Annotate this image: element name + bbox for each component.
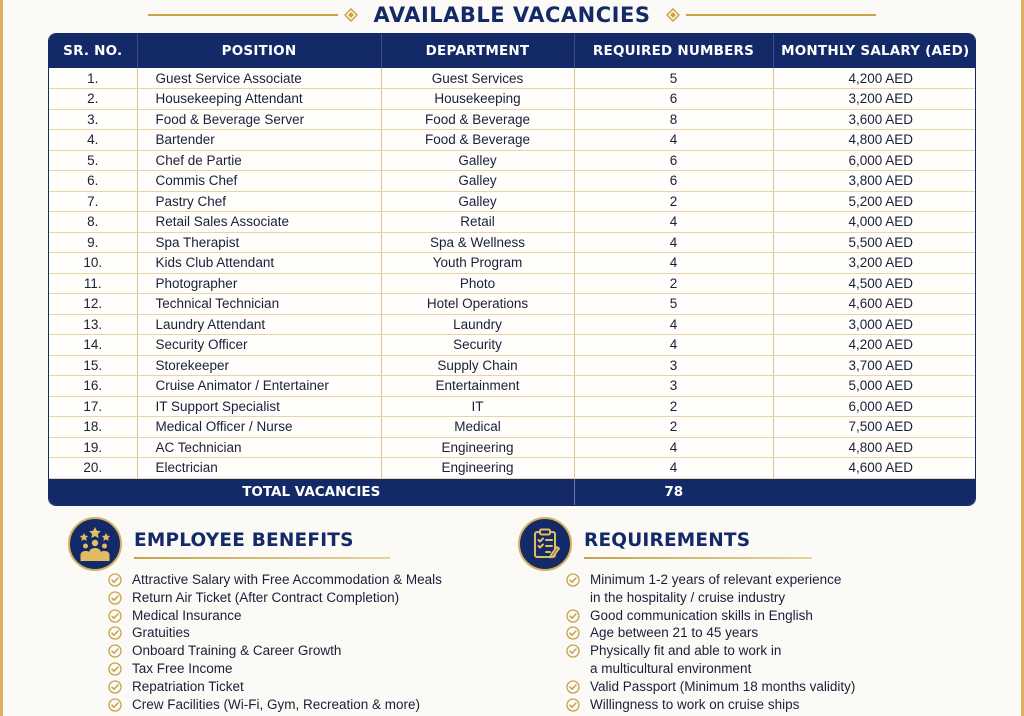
cell-position: Pastry Chef bbox=[137, 191, 381, 212]
cell-position: IT Support Specialist bbox=[137, 396, 381, 417]
list-item-text bbox=[132, 642, 341, 660]
list-item-text bbox=[132, 571, 442, 589]
cell-position: Technical Technician bbox=[137, 294, 381, 315]
cell-required-numbers: 4 bbox=[574, 130, 773, 151]
check-circle-icon bbox=[566, 573, 580, 587]
cell-monthly-salary: 3,600 AED bbox=[773, 109, 976, 130]
cell-position: Laundry Attendant bbox=[137, 314, 381, 335]
cell-required-numbers: 4 bbox=[574, 253, 773, 274]
cell-department: Laundry bbox=[381, 314, 574, 335]
list-item-text bbox=[590, 607, 813, 625]
cell-monthly-salary: 4,200 AED bbox=[773, 335, 976, 356]
requirements-list bbox=[566, 571, 958, 713]
cell-required-numbers: 4 bbox=[574, 232, 773, 253]
cell-position: Cruise Animator / Entertainer bbox=[137, 376, 381, 397]
check-circle-icon bbox=[108, 644, 122, 658]
cell-position: AC Technician bbox=[137, 437, 381, 458]
cell-sr-no: 3. bbox=[49, 109, 137, 130]
cell-department: Guest Services bbox=[381, 68, 574, 89]
header-sr-no: SR. NO. bbox=[49, 34, 137, 68]
cell-required-numbers: 5 bbox=[574, 68, 773, 89]
list-item-line: a multicultural environment bbox=[590, 660, 752, 676]
list-item bbox=[108, 696, 498, 714]
cell-sr-no: 18. bbox=[49, 417, 137, 438]
check-circle-icon bbox=[566, 680, 580, 694]
team-stars-icon bbox=[68, 517, 122, 571]
cell-monthly-salary: 6,000 AED bbox=[773, 150, 976, 171]
cell-required-numbers: 2 bbox=[574, 191, 773, 212]
header-department: DEPARTMENT bbox=[381, 34, 574, 68]
table-row bbox=[49, 130, 976, 151]
cell-monthly-salary: 3,200 AED bbox=[773, 89, 976, 110]
table-row bbox=[49, 396, 976, 417]
cell-position: Kids Club Attendant bbox=[137, 253, 381, 274]
list-item-line: Repatriation Ticket bbox=[132, 678, 244, 694]
clipboard-checklist-icon bbox=[518, 517, 572, 571]
list-item-line: Age between 21 to 45 years bbox=[590, 625, 759, 641]
cell-required-numbers: 3 bbox=[574, 376, 773, 397]
cell-department: Youth Program bbox=[381, 253, 574, 274]
list-item-line: Medical Insurance bbox=[132, 607, 242, 623]
list-item bbox=[566, 678, 958, 696]
table-row bbox=[49, 212, 976, 233]
cell-monthly-salary: 3,200 AED bbox=[773, 253, 976, 274]
total-empty-cell bbox=[773, 478, 976, 505]
check-circle-icon bbox=[108, 609, 122, 623]
requirements-underline bbox=[584, 557, 812, 559]
list-item bbox=[566, 571, 958, 607]
cell-department: Galley bbox=[381, 191, 574, 212]
cell-required-numbers: 2 bbox=[574, 417, 773, 438]
cell-monthly-salary: 4,000 AED bbox=[773, 212, 976, 233]
cell-monthly-salary: 4,800 AED bbox=[773, 437, 976, 458]
check-circle-icon bbox=[566, 626, 580, 640]
cell-sr-no: 17. bbox=[49, 396, 137, 417]
table-row bbox=[49, 191, 976, 212]
table-row bbox=[49, 417, 976, 438]
list-item-text bbox=[132, 624, 190, 642]
vacancies-table bbox=[48, 33, 976, 506]
cell-sr-no: 9. bbox=[49, 232, 137, 253]
cell-monthly-salary: 5,000 AED bbox=[773, 376, 976, 397]
list-item-text bbox=[132, 607, 242, 625]
cell-required-numbers: 4 bbox=[574, 212, 773, 233]
check-circle-icon bbox=[108, 626, 122, 640]
cell-sr-no: 19. bbox=[49, 437, 137, 458]
header-position: POSITION bbox=[137, 34, 381, 68]
list-item-line: Gratuities bbox=[132, 625, 190, 641]
list-item bbox=[566, 624, 958, 642]
table-row bbox=[49, 314, 976, 335]
cell-department: Supply Chain bbox=[381, 355, 574, 376]
employee-benefits-section bbox=[68, 515, 498, 713]
list-item bbox=[108, 678, 498, 696]
cell-required-numbers: 6 bbox=[574, 171, 773, 192]
table-header-row bbox=[49, 34, 976, 68]
table-row bbox=[49, 376, 976, 397]
cell-monthly-salary: 3,000 AED bbox=[773, 314, 976, 335]
benefits-title: EMPLOYEE BENEFITS bbox=[134, 529, 354, 551]
cell-sr-no: 5. bbox=[49, 150, 137, 171]
list-item-text bbox=[590, 571, 841, 607]
table-row bbox=[49, 294, 976, 315]
list-item-text bbox=[132, 696, 420, 714]
title-rule-left bbox=[148, 14, 338, 16]
cell-sr-no: 14. bbox=[49, 335, 137, 356]
table-row bbox=[49, 171, 976, 192]
list-item-line: Good communication skills in English bbox=[590, 607, 813, 623]
check-circle-icon bbox=[108, 662, 122, 676]
list-item bbox=[108, 642, 498, 660]
cell-position: Commis Chef bbox=[137, 171, 381, 192]
cell-required-numbers: 2 bbox=[574, 273, 773, 294]
cell-required-numbers: 6 bbox=[574, 89, 773, 110]
cell-position: Storekeeper bbox=[137, 355, 381, 376]
cell-required-numbers: 5 bbox=[574, 294, 773, 315]
cell-position: Security Officer bbox=[137, 335, 381, 356]
cell-department: Spa & Wellness bbox=[381, 232, 574, 253]
cell-department: Photo bbox=[381, 273, 574, 294]
list-item-text bbox=[590, 696, 799, 714]
cell-department: Housekeeping bbox=[381, 89, 574, 110]
cell-monthly-salary: 3,800 AED bbox=[773, 171, 976, 192]
cell-required-numbers: 2 bbox=[574, 396, 773, 417]
cell-department: Retail bbox=[381, 212, 574, 233]
total-row bbox=[49, 478, 976, 505]
cell-position: Photographer bbox=[137, 273, 381, 294]
list-item-text bbox=[590, 624, 758, 642]
cell-position: Food & Beverage Server bbox=[137, 109, 381, 130]
cell-monthly-salary: 4,600 AED bbox=[773, 458, 976, 479]
cell-sr-no: 11. bbox=[49, 273, 137, 294]
cell-department: Galley bbox=[381, 171, 574, 192]
cell-monthly-salary: 5,500 AED bbox=[773, 232, 976, 253]
header-required-numbers: REQUIRED NUMBERS bbox=[574, 34, 773, 68]
list-item-line: Crew Facilities (Wi-Fi, Gym, Recreation & more) bbox=[132, 696, 421, 712]
check-circle-icon bbox=[566, 698, 580, 712]
cell-sr-no: 10. bbox=[49, 253, 137, 274]
list-item bbox=[566, 642, 958, 678]
check-circle-icon bbox=[108, 680, 122, 694]
cell-monthly-salary: 7,500 AED bbox=[773, 417, 976, 438]
cell-department: Engineering bbox=[381, 437, 574, 458]
table-row bbox=[49, 458, 976, 479]
page-title: AVAILABLE VACANCIES bbox=[373, 3, 651, 27]
check-circle-icon bbox=[566, 609, 580, 623]
cell-sr-no: 7. bbox=[49, 191, 137, 212]
cell-monthly-salary: 5,200 AED bbox=[773, 191, 976, 212]
check-circle-icon bbox=[108, 591, 122, 605]
list-item-text bbox=[132, 678, 244, 696]
list-item-line: Willingness to work on cruise ships bbox=[590, 696, 800, 712]
cell-department: Medical bbox=[381, 417, 574, 438]
left-border bbox=[0, 0, 3, 716]
list-item bbox=[108, 624, 498, 642]
cell-monthly-salary: 3,700 AED bbox=[773, 355, 976, 376]
cell-sr-no: 2. bbox=[49, 89, 137, 110]
cell-monthly-salary: 4,500 AED bbox=[773, 273, 976, 294]
cell-monthly-salary: 4,600 AED bbox=[773, 294, 976, 315]
title-row bbox=[0, 0, 1024, 30]
table-row bbox=[49, 68, 976, 89]
cell-required-numbers: 6 bbox=[574, 150, 773, 171]
cell-department: Galley bbox=[381, 150, 574, 171]
cell-required-numbers: 4 bbox=[574, 437, 773, 458]
table-row bbox=[49, 150, 976, 171]
cell-monthly-salary: 4,800 AED bbox=[773, 130, 976, 151]
cell-monthly-salary: 4,200 AED bbox=[773, 68, 976, 89]
list-item-line: Return Air Ticket (After Contract Completion) bbox=[132, 589, 400, 605]
cell-position: Retail Sales Associate bbox=[137, 212, 381, 233]
header-monthly-salary: MONTHLY SALARY (AED) bbox=[773, 34, 976, 68]
list-item-text bbox=[132, 589, 399, 607]
table-row bbox=[49, 437, 976, 458]
cell-position: Medical Officer / Nurse bbox=[137, 417, 381, 438]
table-row bbox=[49, 89, 976, 110]
cell-sr-no: 20. bbox=[49, 458, 137, 479]
ornament-left-icon bbox=[344, 8, 358, 22]
cell-required-numbers: 4 bbox=[574, 458, 773, 479]
requirements-section bbox=[518, 515, 958, 713]
cell-position: Spa Therapist bbox=[137, 232, 381, 253]
list-item bbox=[566, 696, 958, 714]
list-item-line: in the hospitality / cruise industry bbox=[590, 589, 786, 605]
cell-position: Bartender bbox=[137, 130, 381, 151]
list-item bbox=[108, 607, 498, 625]
cell-sr-no: 13. bbox=[49, 314, 137, 335]
cell-required-numbers: 4 bbox=[574, 335, 773, 356]
table-row bbox=[49, 253, 976, 274]
benefits-list bbox=[108, 571, 498, 713]
check-circle-icon bbox=[566, 644, 580, 658]
cell-required-numbers: 8 bbox=[574, 109, 773, 130]
list-item-line: Valid Passport (Minimum 18 months validity) bbox=[590, 678, 856, 694]
list-item bbox=[566, 607, 958, 625]
list-item-text bbox=[590, 642, 781, 678]
list-item-line: Attractive Salary with Free Accommodation & Meals bbox=[132, 572, 442, 587]
table-row bbox=[49, 109, 976, 130]
requirements-title: REQUIREMENTS bbox=[584, 529, 751, 551]
cell-sr-no: 1. bbox=[49, 68, 137, 89]
cell-sr-no: 16. bbox=[49, 376, 137, 397]
cell-position: Chef de Partie bbox=[137, 150, 381, 171]
cell-required-numbers: 4 bbox=[574, 314, 773, 335]
cell-position: Guest Service Associate bbox=[137, 68, 381, 89]
total-vacancies-value: 78 bbox=[574, 478, 773, 505]
list-item-line: Tax Free Income bbox=[132, 660, 233, 676]
list-item-line: Onboard Training & Career Growth bbox=[132, 643, 342, 659]
check-circle-icon bbox=[108, 573, 122, 587]
total-vacancies-label: TOTAL VACANCIES bbox=[49, 478, 574, 505]
cell-sr-no: 4. bbox=[49, 130, 137, 151]
table-row bbox=[49, 232, 976, 253]
cell-department: Entertainment bbox=[381, 376, 574, 397]
list-item bbox=[108, 660, 498, 678]
cell-department: Engineering bbox=[381, 458, 574, 479]
cell-sr-no: 15. bbox=[49, 355, 137, 376]
list-item bbox=[108, 571, 498, 589]
check-circle-icon bbox=[108, 698, 122, 712]
table-row bbox=[49, 335, 976, 356]
cell-sr-no: 6. bbox=[49, 171, 137, 192]
ornament-right-icon bbox=[666, 8, 680, 22]
cell-monthly-salary: 6,000 AED bbox=[773, 396, 976, 417]
cell-department: Food & Beverage bbox=[381, 130, 574, 151]
cell-sr-no: 8. bbox=[49, 212, 137, 233]
list-item-line: Minimum 1-2 years of relevant experience bbox=[590, 572, 842, 587]
cell-sr-no: 12. bbox=[49, 294, 137, 315]
list-item-line: Physically fit and able to work in bbox=[590, 643, 782, 659]
table-row bbox=[49, 273, 976, 294]
list-item-text bbox=[590, 678, 855, 696]
cell-department: Hotel Operations bbox=[381, 294, 574, 315]
list-item bbox=[108, 589, 498, 607]
cell-position: Housekeeping Attendant bbox=[137, 89, 381, 110]
benefits-underline bbox=[134, 557, 390, 559]
title-rule-right bbox=[686, 14, 876, 16]
list-item-text bbox=[132, 660, 233, 678]
cell-department: Food & Beverage bbox=[381, 109, 574, 130]
cell-required-numbers: 3 bbox=[574, 355, 773, 376]
cell-department: Security bbox=[381, 335, 574, 356]
cell-position: Electrician bbox=[137, 458, 381, 479]
cell-department: IT bbox=[381, 396, 574, 417]
table-row bbox=[49, 355, 976, 376]
